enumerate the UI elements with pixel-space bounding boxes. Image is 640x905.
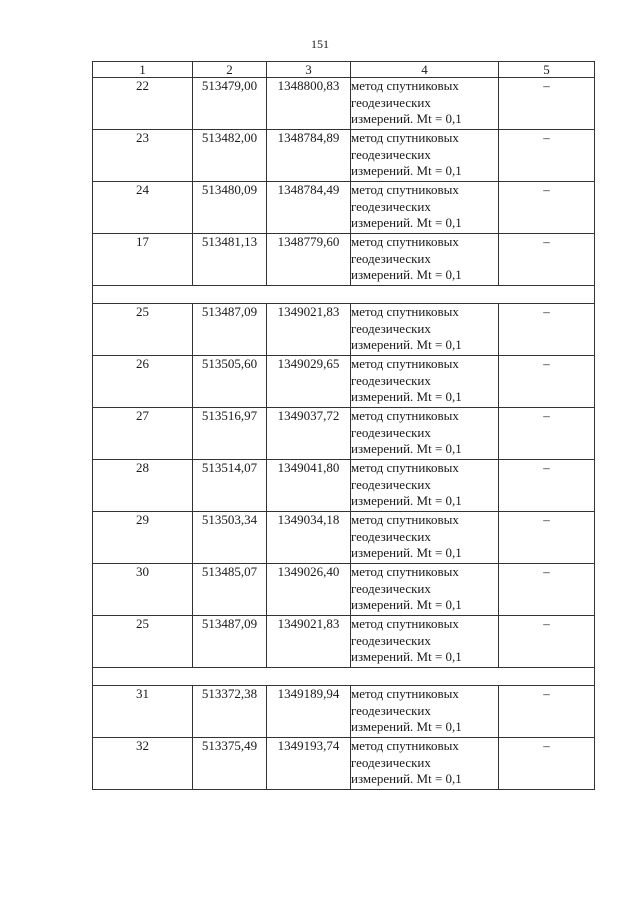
point-number: 24 — [93, 182, 193, 234]
coordinate-y: 1348779,60 — [267, 234, 351, 286]
separator-cell — [93, 286, 595, 304]
method-line: геодезических — [351, 702, 431, 718]
section-separator — [93, 668, 595, 686]
table-row — [93, 686, 595, 738]
coordinate-x: 513514,07 — [193, 460, 267, 512]
coordinate-y: 1349021,83 — [267, 616, 351, 668]
method-line: геодезических — [351, 320, 431, 336]
measurement-method — [351, 512, 499, 564]
coordinate-x: 513516,97 — [193, 408, 267, 460]
method-line: геодезических — [351, 476, 431, 492]
header-cell: 2 — [193, 62, 267, 78]
coordinate-x: 513480,09 — [193, 182, 267, 234]
coordinate-y: 1348784,49 — [267, 182, 351, 234]
measurement-method — [351, 234, 499, 286]
coordinate-x: 513503,34 — [193, 512, 267, 564]
measurement-method — [351, 616, 499, 668]
coordinate-y: 1349029,65 — [267, 356, 351, 408]
note-cell: – — [499, 78, 595, 130]
method-line: измерений. Mt = 0,1 — [351, 215, 462, 230]
header-cell: 3 — [267, 62, 351, 78]
method-line: измерений. Mt = 0,1 — [351, 111, 462, 126]
method-line: метод спутниковых — [351, 408, 459, 423]
page-number: 151 — [311, 37, 329, 51]
point-number: 27 — [93, 408, 193, 460]
coordinate-x: 513481,13 — [193, 234, 267, 286]
measurement-method — [351, 356, 499, 408]
method-line: измерений. Mt = 0,1 — [351, 267, 462, 282]
method-line: геодезических — [351, 146, 431, 162]
table-row — [93, 130, 595, 182]
point-number: 30 — [93, 564, 193, 616]
method-line: метод спутниковых — [351, 512, 459, 527]
coordinate-y: 1349021,83 — [267, 304, 351, 356]
coordinate-y: 1349034,18 — [267, 512, 351, 564]
method-line: измерений. Mt = 0,1 — [351, 163, 462, 178]
measurement-method — [351, 460, 499, 512]
method-line: геодезических — [351, 424, 431, 440]
table-body — [93, 78, 595, 790]
table-row — [93, 738, 595, 790]
table-row — [93, 564, 595, 616]
table-row — [93, 616, 595, 668]
point-number: 25 — [93, 304, 193, 356]
point-number: 23 — [93, 130, 193, 182]
coordinate-x: 513487,09 — [193, 616, 267, 668]
method-line: метод спутниковых — [351, 356, 459, 371]
point-number: 32 — [93, 738, 193, 790]
note-cell: – — [499, 512, 595, 564]
method-line: метод спутниковых — [351, 738, 459, 753]
coordinates-table — [92, 61, 595, 790]
note-cell: – — [499, 686, 595, 738]
note-cell: – — [499, 234, 595, 286]
method-line: метод спутниковых — [351, 182, 459, 197]
method-line: метод спутниковых — [351, 686, 459, 701]
method-line: измерений. Mt = 0,1 — [351, 337, 462, 352]
separator-cell — [93, 668, 595, 686]
method-line: геодезических — [351, 754, 431, 770]
note-cell: – — [499, 304, 595, 356]
method-line: измерений. Mt = 0,1 — [351, 545, 462, 560]
coordinate-x: 513375,49 — [193, 738, 267, 790]
coordinate-y: 1349189,94 — [267, 686, 351, 738]
measurement-method — [351, 304, 499, 356]
note-cell: – — [499, 408, 595, 460]
coordinate-x: 513485,07 — [193, 564, 267, 616]
coordinate-y: 1349041,80 — [267, 460, 351, 512]
point-number: 22 — [93, 78, 193, 130]
point-number: 17 — [93, 234, 193, 286]
coordinate-y: 1349193,74 — [267, 738, 351, 790]
point-number: 31 — [93, 686, 193, 738]
measurement-method — [351, 182, 499, 234]
method-line: метод спутниковых — [351, 460, 459, 475]
method-line: геодезических — [351, 528, 431, 544]
coordinate-x: 513505,60 — [193, 356, 267, 408]
method-line: геодезических — [351, 632, 431, 648]
method-line: метод спутниковых — [351, 234, 459, 249]
note-cell: – — [499, 356, 595, 408]
coordinate-x: 513482,00 — [193, 130, 267, 182]
header-cell: 4 — [351, 62, 499, 78]
coordinate-x: 513479,00 — [193, 78, 267, 130]
note-cell: – — [499, 130, 595, 182]
point-number: 28 — [93, 460, 193, 512]
coordinate-y: 1349037,72 — [267, 408, 351, 460]
method-line: геодезических — [351, 372, 431, 388]
measurement-method — [351, 408, 499, 460]
method-line: метод спутниковых — [351, 304, 459, 319]
method-line: метод спутниковых — [351, 130, 459, 145]
measurement-method — [351, 738, 499, 790]
coordinate-y: 1348784,89 — [267, 130, 351, 182]
method-line: метод спутниковых — [351, 564, 459, 579]
table-row — [93, 304, 595, 356]
method-line: измерений. Mt = 0,1 — [351, 771, 462, 786]
coordinate-y: 1349026,40 — [267, 564, 351, 616]
method-line: измерений. Mt = 0,1 — [351, 389, 462, 404]
method-line: метод спутниковых — [351, 78, 459, 93]
note-cell: – — [499, 460, 595, 512]
method-line: геодезических — [351, 198, 431, 214]
note-cell: – — [499, 616, 595, 668]
header-cell: 5 — [499, 62, 595, 78]
method-line: измерений. Mt = 0,1 — [351, 719, 462, 734]
table-row — [93, 408, 595, 460]
point-number: 26 — [93, 356, 193, 408]
header-cell: 1 — [93, 62, 193, 78]
method-line: метод спутниковых — [351, 616, 459, 631]
measurement-method — [351, 78, 499, 130]
header-row — [93, 62, 595, 78]
note-cell: – — [499, 564, 595, 616]
measurement-method — [351, 564, 499, 616]
table-row — [93, 460, 595, 512]
section-separator — [93, 286, 595, 304]
table-row — [93, 234, 595, 286]
coordinate-x: 513487,09 — [193, 304, 267, 356]
method-line: геодезических — [351, 250, 431, 266]
table-row — [93, 356, 595, 408]
point-number: 25 — [93, 616, 193, 668]
method-line: измерений. Mt = 0,1 — [351, 597, 462, 612]
method-line: измерений. Mt = 0,1 — [351, 493, 462, 508]
table-row — [93, 512, 595, 564]
table-row — [93, 182, 595, 234]
coordinate-y: 1348800,83 — [267, 78, 351, 130]
point-number: 29 — [93, 512, 193, 564]
method-line: измерений. Mt = 0,1 — [351, 649, 462, 664]
note-cell: – — [499, 738, 595, 790]
method-line: геодезических — [351, 580, 431, 596]
measurement-method — [351, 130, 499, 182]
method-line: геодезических — [351, 94, 431, 110]
coordinate-x: 513372,38 — [193, 686, 267, 738]
method-line: измерений. Mt = 0,1 — [351, 441, 462, 456]
note-cell: – — [499, 182, 595, 234]
measurement-method — [351, 686, 499, 738]
table-row — [93, 78, 595, 130]
